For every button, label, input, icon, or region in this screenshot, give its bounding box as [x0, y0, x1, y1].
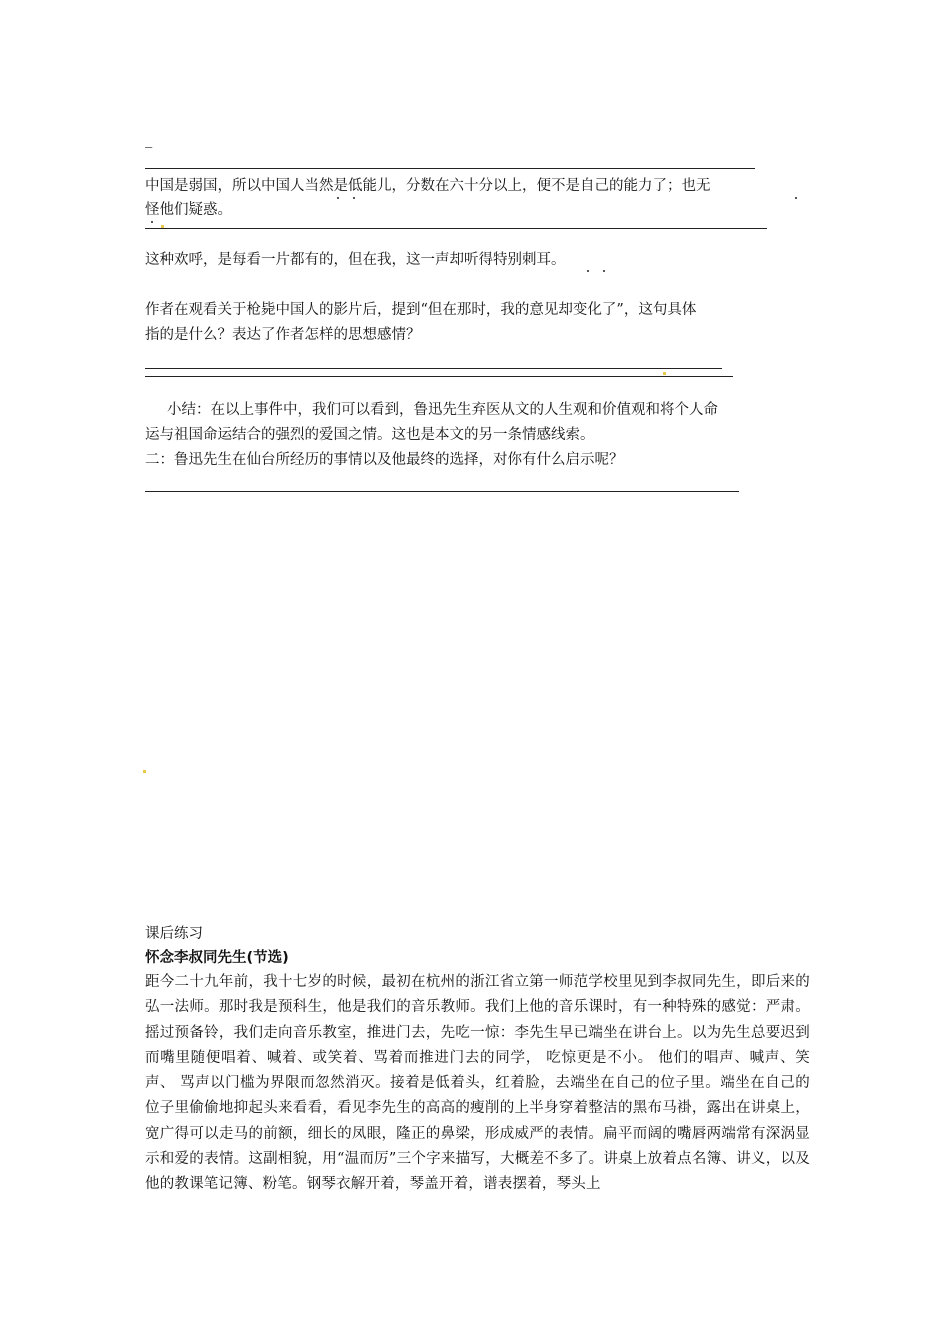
answer-line[interactable] — [145, 228, 767, 229]
marker-dot — [143, 770, 146, 773]
summary-text-line: 小结：在以上事件中，我们可以看到，鲁迅先生弃医从文的人生观和价值观和将个人命 — [167, 402, 718, 418]
answer-line[interactable] — [145, 376, 733, 377]
emphasis-dot — [337, 197, 339, 199]
question-text-line: 指的是什么？表达了作者怎样的思想感情？ — [145, 327, 421, 343]
question-text-line: 作者在观看关于枪毙中国人的影片后，提到“但在那时，我的意见却变化了”，这句具体 — [145, 302, 697, 318]
section-title: 课后练习 — [145, 926, 203, 942]
article-body: 距今二十九年前，我十七岁的时候，最初在杭州的浙江省立第一师范学校里见到李叔同先生，即后来的弘一法师。那时我是预科生，他是我们的音乐教师。我们上他的音乐课时，有一种特殊的感觉：严肃。摇过预备铃，我们走向音乐教室，推进门去，先吃一惊：李先生早已端坐在讲台上。以为先生总要迟到而嘴里随便唱着、喊着、或笑着、骂着而推进门去的同学， 吃惊更是不小。 他们的唱声、喊声、笑声、 骂声以门槛为界限而忽然消灭。接着是低着头，红着脸，去端坐在自己的位子里。端坐在自己的位子里偷偷地抑起头来看看，看见李先生的高高的瘦削的上半身穿着整洁的黑布马褂，露出在讲桌上，宽广得可以走马的前额，细长的凤眼，隆正的鼻梁，形成威严的表情。扁平而阔的嘴唇两端常有深涡显示和爱的表情。这副相貌，用“温而厉”三个字来描写，大概差不多了。讲桌上放着点名簿、讲义，以及他的教课笔记簿、粉笔。钢琴衣解开着，琴盖开着，谱表摆着，琴头上 — [145, 974, 810, 1193]
question-text-line: 这种欢呼，是每看一片都有的，但在我，这一声却听得特别刺耳。 — [145, 252, 566, 268]
answer-line[interactable] — [145, 491, 739, 492]
marker-dot — [663, 372, 666, 375]
answer-line[interactable] — [145, 168, 755, 169]
emphasis-dot — [353, 197, 355, 199]
article-title: 怀念李叔同先生(节选) — [145, 950, 289, 966]
emphasis-dot — [603, 270, 605, 272]
question-text-line: 二：鲁迅先生在仙台所经历的事情以及他最终的选择，对你有什么启示呢？ — [145, 452, 624, 468]
question-text-line: 中国是弱国，所以中国人当然是低能儿，分数在六十分以上，便不是自己的能力了；也无 — [145, 178, 711, 194]
summary-text-line: 运与祖国命运结合的强烈的爱国之情。这也是本文的另一条情感线索。 — [145, 427, 595, 443]
emphasis-dot — [587, 270, 589, 272]
emphasis-dot — [151, 221, 153, 223]
question-text-line: 怪他们疑惑。 — [145, 202, 232, 218]
emphasis-dot — [795, 197, 797, 199]
top-mark: _ — [145, 132, 153, 148]
answer-line[interactable] — [145, 368, 722, 369]
